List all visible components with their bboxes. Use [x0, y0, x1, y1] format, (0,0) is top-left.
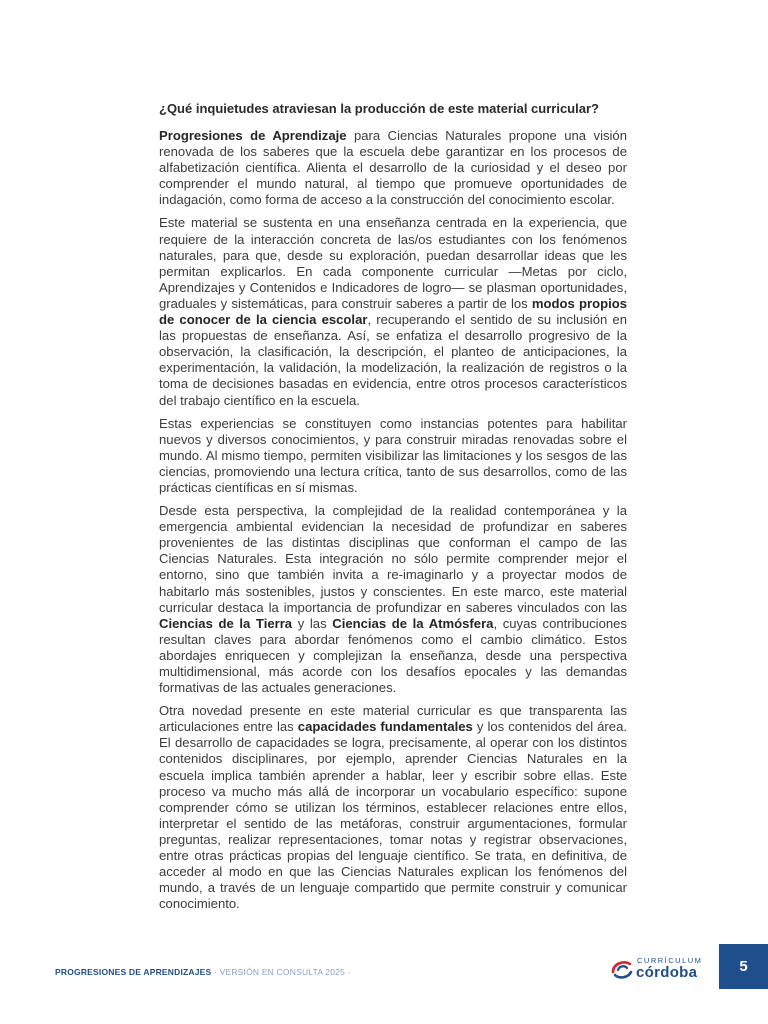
paragraph-text: para Ciencias Naturales propone una visión renovada de los saberes que la escuela debe garantizar en los procesos de alfabetización científica. Alienta el desarrollo de la curiosidad y el deseo por comprender el mundo natural, al tiempo que promueve oportunidades de indagación, como forma de acceso a la construcción del conocimiento escolar. [159, 128, 627, 208]
paragraph-text: Otra novedad presente en este material curricular es que transparenta las articulaciones entre las [159, 703, 627, 735]
paragraph-text: Desde esta perspectiva, la complejidad de la realidad contemporánea y la emergencia ambiental evidencian la necesidad de profundizar en saberes provenientes de las distintas disciplinas que conforman el campo de las Ciencias Naturales. Esta integración no sólo permite comprender mejor el entorno, sino que también invita a re-imaginarlo y a proyectar modos de habitarlo más sostenibles, justos y conscientes. En este marco, este material curricular destaca la importancia de profundizar en saberes vinculados con las [159, 503, 627, 615]
logo-swirl-icon [609, 956, 635, 982]
footer-separator: · [211, 967, 220, 977]
paragraph-text: , recuperando el sentido de su inclusión en las propuestas de enseñanza. Así, se enfatiza el desarrollo progresivo de la observación, la clasificación, la descripción, el planteo de anticipaciones, la experimentación, la validación, la modelización, la realización de registros o la toma de decisiones basadas en evidencia, entre otros procesos característicos del trabajo científico en la escuela. [159, 312, 628, 408]
page-number-box [719, 944, 768, 989]
page-number: 5 [739, 958, 748, 975]
logo-big-text: córdoba [636, 964, 698, 981]
paragraph-4 [159, 503, 627, 696]
footer-version: VERSIÓN EN CONSULTA 2025 [219, 967, 346, 977]
paragraph-5 [159, 703, 627, 912]
bold-term-modos-propios: modos propios de conocer de la ciencia escolar [159, 295, 627, 328]
main-text-column [159, 100, 627, 919]
paragraph-text: y las [292, 615, 333, 631]
paragraph-text: Este material se sustenta en una enseñanza centrada en la experiencia, que requiere de la interacción concreta de las/os estudiantes con los fenómenos naturales, para que, desde su exploración, puedan desarrollar ideas que les permitan explicarlos. En cada componente curricular —Metas por ciclo, Aprendizajes y Contenidos e Indicadores de logro— se plasman oportunidades, graduales y sistemáticas, para construir saberes a partir de los [159, 215, 627, 311]
paragraph-text: y los contenidos del área. El desarrollo de capacidades se logra, precisamente, al operar con los distintos contenidos disciplinares, por ejemplo, aprender Ciencias Naturales en la escuela implica también aprender a hablar, leer y escribir sobre ellas. Este proceso va mucho más allá de incorporar un vocabulario específico: supone comprender cómo se utilizan los términos, establecer relaciones entre ellos, interpretar el sentido de las metáforas, construir argumentaciones, formular preguntas, realizar representaciones, tomar notas y registrar observaciones, entre otras prácticas propias del lenguaje científico. Se trata, en definitiva, de acceder al modo en que las Ciencias Naturales explican los fenómenos del mundo, a través de un lenguaje compartido que permite construir y comunicar conocimiento. [159, 719, 627, 912]
bold-term-ciencias-tierra: Ciencias de la Tierra [159, 615, 293, 631]
logo-small-text: CURRÍCULUM [637, 956, 703, 965]
footer-series-title: PROGRESIONES DE APRENDIZAJES [55, 967, 212, 977]
bold-term-ciencias-atmosfera: Ciencias de la Atmósfera [332, 615, 494, 631]
paragraph-text: Estas experiencias se constituyen como instancias potentes para habilitar nuevos y diversos conocimientos, y para construir miradas renovadas sobre el mundo. Al mismo tiempo, permiten visibilizar las limitaciones y los sesgos de las ciencias, promoviendo una lectura crítica, tanto de sus desarrollos, como de las prácticas científicas en sí mismas. [159, 415, 627, 495]
bold-term-progresiones: Progresiones de Aprendizaje [159, 128, 347, 143]
bold-term-capacidades: capacidades fundamentales [297, 719, 473, 735]
section-heading: ¿Qué inquietudes atraviesan la producción de este material curricular? [159, 101, 599, 116]
footer-separator: · [345, 967, 351, 977]
footer-running-title [55, 967, 351, 977]
paragraph-1 [159, 128, 627, 208]
paragraph-text: , cuyas contribuciones resultan claves para abordar fenómenos como el cambio climático. Estos abordajes enriquecen y complejizan la enseñanza, desde una perspectiva multidimensional, más acorde con los desafíos epocales y las demandas formativas de las actuales generaciones. [159, 615, 627, 696]
curriculum-cordoba-logo [609, 954, 709, 984]
paragraph-2 [159, 215, 627, 408]
paragraph-3 [159, 416, 627, 496]
